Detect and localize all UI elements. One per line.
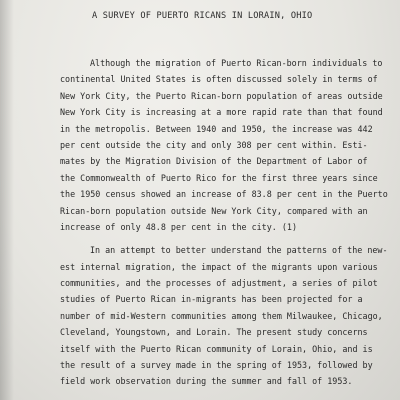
text-line: the result of a survey made in the spring of 1953, followed by bbox=[60, 360, 373, 371]
text-line: Rican-born population outside New York City, compared with an bbox=[60, 205, 368, 216]
text-line: studies of Puerto Rican in-migrants has been projected for a bbox=[60, 294, 363, 305]
text-line: New York City, the Puerto Rican-born population of areas outside bbox=[60, 90, 383, 101]
text-line: Cleveland, Youngstown, and Lorain. The present study concerns bbox=[60, 327, 368, 338]
text-line: in the metropolis. Between 1940 and 1950, the increase was 442 bbox=[60, 123, 373, 134]
text-line: increase of only 48.8 per cent in the city. (1) bbox=[60, 221, 297, 232]
text-line: New York City is increasing at a more rapid rate than that found bbox=[60, 107, 383, 118]
text-line: continental United States is often discussed solely in terms of bbox=[60, 74, 378, 85]
document-body bbox=[60, 55, 400, 390]
document-title: A SURVEY OF PUERTO RICANS IN LORAIN, OHIO bbox=[92, 11, 313, 21]
text-line: per cent outside the city and only 308 per cent within. Esti- bbox=[60, 139, 368, 150]
text-line: the 1950 census showed an increase of 83.8 per cent in the Puerto bbox=[60, 189, 388, 200]
text-line: mates by the Migration Division of the Department of Labor of bbox=[60, 156, 368, 167]
text-line: est internal migration, the impact of the migrants upon various bbox=[60, 261, 378, 272]
paragraph-gap bbox=[60, 235, 400, 242]
text-line: itself with the Puerto Rican community of Lorain, Ohio, and is bbox=[60, 343, 373, 354]
text-line: In an attempt to better understand the patterns of the new- bbox=[90, 245, 388, 256]
text-line: the Commonwealth of Puerto Rico for the first three years since bbox=[60, 172, 378, 183]
text-line: Although the migration of Puerto Rican-born individuals to bbox=[90, 58, 383, 68]
text-line: field work observation during the summer and fall of 1953. bbox=[60, 376, 353, 387]
text-line: communities, and the processes of adjustment, a series of pilot bbox=[60, 278, 378, 289]
text-line: number of mid-Western communities among them Milwaukee, Chicago, bbox=[60, 310, 383, 321]
